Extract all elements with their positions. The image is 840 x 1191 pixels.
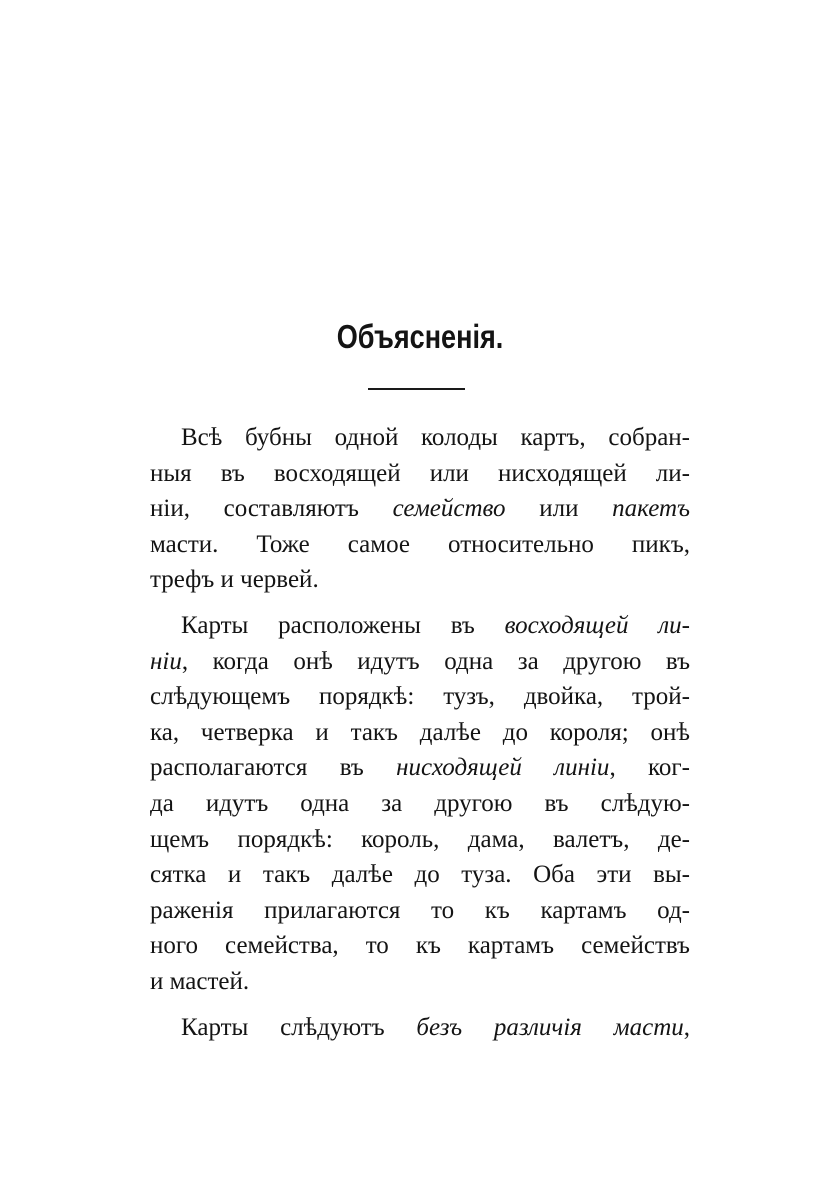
text-line: сятка и такъ далѣе до туза. Оба эти вы- — [150, 861, 690, 889]
text-line: Карты слѣдуютъ безъ различія масти, — [181, 1013, 690, 1041]
text-line: ніи, когда онѣ идутъ одна за другою въ — [150, 647, 690, 675]
body-text — [150, 420, 690, 1045]
text-line: трефъ и червей. — [150, 566, 319, 594]
italic-term: пакетъ — [612, 495, 691, 523]
text-line: слѣдующемъ порядкѣ: тузъ, двойка, трой- — [150, 683, 690, 711]
text-line: ка, четверка и такъ далѣе до короля; онѣ — [150, 718, 690, 746]
text-line: располагаются въ нисходящей линіи, ког- — [150, 754, 690, 782]
italic-term: нисходящей линіи — [396, 754, 610, 782]
text-line: да идутъ одна за другою въ слѣдую- — [150, 789, 690, 817]
italic-term: восходящей ли- — [504, 611, 690, 639]
text-line: раженія прилагаются то къ картамъ од- — [150, 896, 690, 924]
text-line: щемъ порядкѣ: король, дама, валетъ, де- — [150, 825, 690, 853]
text-line: ныя въ восходящей или нисходящей ли- — [150, 459, 690, 487]
text-line: ніи, составляютъ семейство или пакетъ — [150, 495, 691, 523]
italic-term: ніи — [150, 647, 182, 675]
italic-term: безъ различія масти — [416, 1013, 684, 1041]
paragraph-gap — [150, 598, 690, 608]
text-line: и мастей. — [150, 967, 250, 995]
text-line: ного семейства, то къ картамъ семействъ — [150, 932, 690, 960]
text-line: Карты расположены въ восходящей ли- — [181, 611, 690, 639]
title-divider — [368, 388, 465, 390]
page-title: Объясненія. — [336, 318, 504, 355]
italic-term: семейство — [392, 495, 506, 523]
text-line: Всѣ бубны одной колоды картъ, собран- — [181, 424, 690, 451]
text-line: масти. Тоже самое относительно пикъ, — [150, 530, 690, 558]
paragraph-gap — [150, 1000, 690, 1010]
